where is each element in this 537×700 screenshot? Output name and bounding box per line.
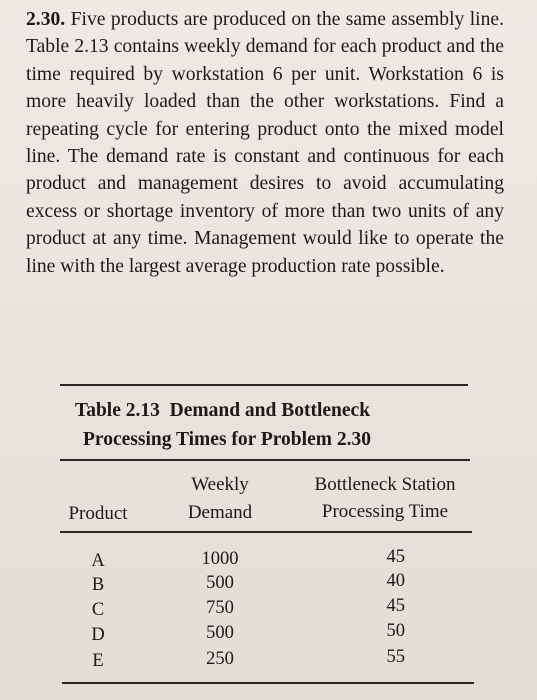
cell-time: 50 xyxy=(386,621,405,641)
cell-product: A xyxy=(91,551,105,571)
table-bottom-rule xyxy=(62,682,474,684)
cell-product: E xyxy=(92,651,104,671)
header-bottleneck-station: Bottleneck Station xyxy=(314,474,456,495)
table-top-rule xyxy=(60,384,468,386)
cell-time: 55 xyxy=(386,647,405,667)
table-caption-line-1: Table 2.13 Demand and Bottleneck xyxy=(75,400,371,421)
cell-time: 45 xyxy=(386,547,405,567)
cell-demand: 1000 xyxy=(201,549,239,569)
header-product: Product xyxy=(68,503,128,524)
cell-product: B xyxy=(91,575,105,595)
cell-product: D xyxy=(91,625,105,645)
cell-demand: 750 xyxy=(206,598,234,618)
header-processing-time: Processing Time xyxy=(321,501,449,522)
cell-time: 45 xyxy=(386,596,405,616)
cell-demand: 250 xyxy=(206,649,234,669)
cell-product: C xyxy=(91,600,105,620)
cell-demand: 500 xyxy=(206,623,234,643)
problem-text: Five products are produced on the same assembly line. Table 2.13 contains weekly demand for each product and the time required by workstation 6 per unit. Workstation 6 is more heavily loaded than the other workstations. Find a repeating cycle for entering product onto the mixed model line. The demand rate is constant and continuous for each product and management desires to avoid accumulating excess or shortage inventory of more than two units of any product at any time. Management would like to operate the line with the largest average production rate possible. xyxy=(26,9,505,277)
caption-rule xyxy=(60,459,470,461)
header-rule xyxy=(60,531,472,533)
header-weekly: Weekly xyxy=(191,474,249,495)
table-caption-line-2: Processing Times for Problem 2.30 xyxy=(83,429,371,450)
table-caption xyxy=(75,396,475,454)
problem-statement xyxy=(26,6,504,280)
cell-demand: 500 xyxy=(206,573,234,593)
header-demand: Demand xyxy=(187,502,253,523)
cell-time: 40 xyxy=(386,571,405,591)
problem-number: 2.30. xyxy=(26,9,66,30)
